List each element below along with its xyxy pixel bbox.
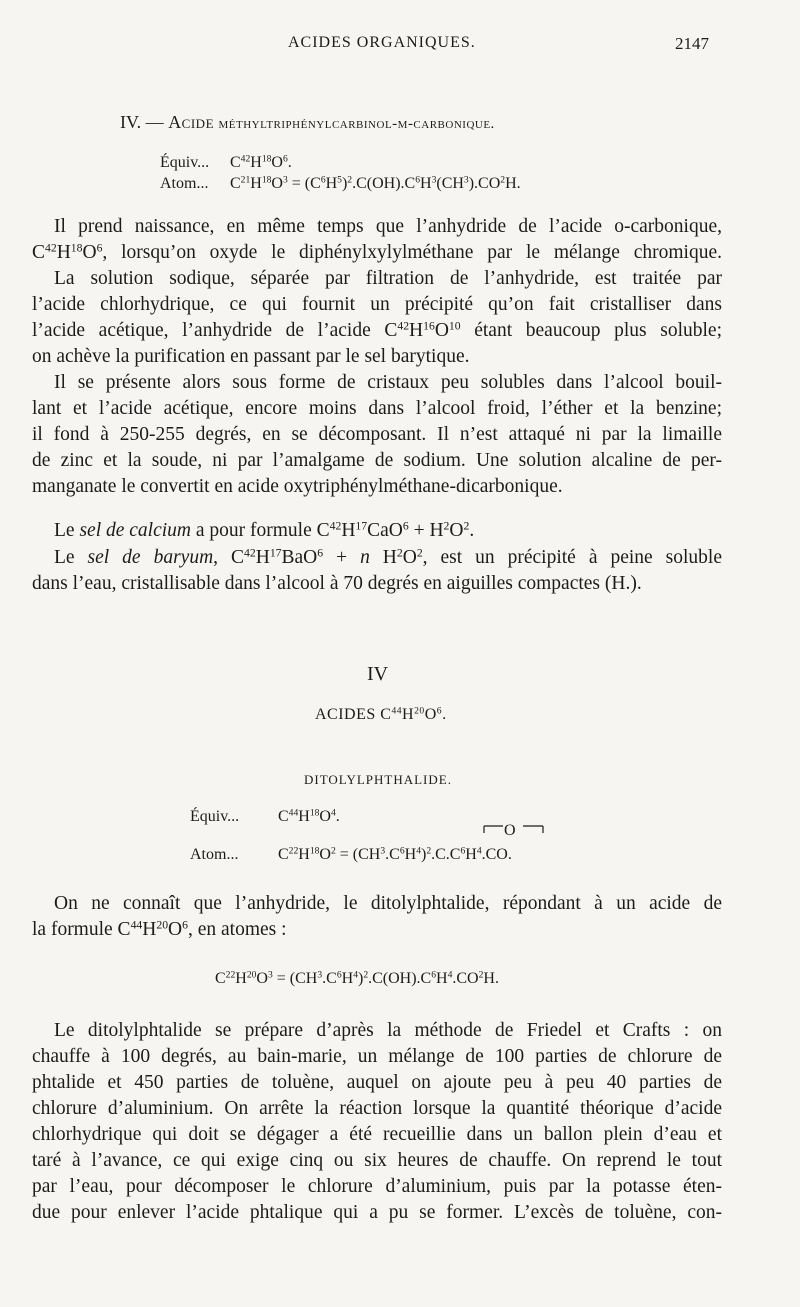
formula-equiv: Équiv... $C^{42}H^{18}O^6$. [160,153,292,171]
paragraph-line: Il prend naissance, en même temps que l’anhydride de l’acide o-carbonique, [54,216,722,237]
bracket-oxygen: O [504,822,516,839]
formula-atoms: $C^{22}H^{20}O^3 = (CH^3.C^6H^4)^2.C(OH).C^6H^4.CO^2H$. [215,969,499,987]
paragraph-line: l’acide acétique, l’anhydride de l’acide $C^{42}H^{16}O^{10}$ étant beaucoup plus soluble; [32,319,722,341]
paragraph-line: chlorure d’aluminium. On arrête la réaction lorsque la quantité théorique d’acide [32,1098,722,1119]
paragraph-line: l’acide chlorhydrique, ce qui fournit un précipité qu’on fait cristalliser dans [32,294,722,315]
formula-atom: Atom... $C^{21}H^{18}O^3 = (C^6H^5)^2.C(OH).C^6H^3(CH^3).CO^2H$. [160,174,521,192]
page-number: 2147 [675,34,709,53]
formula-atom: Atom... $C^{22}H^{18}O^2 = (CH^3.C^6H^4)^2.C.C^6H^4.CO$. [190,845,512,863]
paragraph-line: due pour enlever l’acide phtalique qui a pu se former. L’excès de toluène, con- [32,1202,722,1223]
paragraph-line: Le ditolylphtalide se prépare d’après la méthode de Friedel et Crafts : on [54,1020,722,1041]
paragraph-line: taré à l’avance, ce qui exige cinq ou six heures de chauffe. On reprend le tout [32,1150,722,1171]
paragraph-line: la formule $C^{44}H^{20}O^6$, en atomes : [32,918,287,940]
paragraph-line: La solution sodique, séparée par filtration de l’anhydride, est traitée par [54,268,722,289]
paragraph-line: Il se présente alors sous forme de cristaux peu solubles dans l’alcool bouil- [54,372,722,393]
paragraph-line: il fond à 250-255 degrés, en se décomposant. Il n’est attaqué ni par la limaille [32,424,722,445]
paragraph-line: de zinc et la soude, ni par l’amalgame de sodium. Une solution alcaline de per- [32,450,722,471]
compound-heading: DITOLYLPHTHALIDE. [304,772,452,787]
paragraph-line: Le sel de baryum, $C^{42}H^{17}BaO^6 + n$ $H^2O^2$, est un précipité à peine soluble [54,546,722,568]
paragraph-line: manganate le convertit en acide oxytriphénylméthane-dicarbonique. [32,476,563,497]
paragraph-line: dans l’eau, cristallisable dans l’alcool à 70 degrés en aiguilles compactes (H.). [32,573,642,594]
running-title: ACIDES ORGANIQUES. [288,34,476,51]
formula-equiv: Équiv... $C^{44}H^{18}O^4$. [190,807,340,825]
paragraph-line: chlorhydrique qui doit se dégager a été recueillie dans un ballon plein d’eau et [32,1124,722,1145]
running-header [0,34,800,56]
paragraph-line: Le sel de calcium a pour formule $C^{42}H^{17}CaO^6 + H^2O^2$. [54,519,475,541]
paragraph-line: On ne connaît que l’anhydride, le ditolylphtalide, répondant à un acide de [54,893,722,914]
paragraph-line: phtalide et 450 parties de toluène, auquel on ajoute peu à peu 40 parties de [32,1072,722,1093]
section-heading: IV. — Acide méthyltriphénylcarbinol-m-carbonique. [120,112,495,132]
section-numeral: IV [367,663,389,685]
section-title: ACIDES $C^{44}H^{20}O^6$. [315,705,447,723]
paragraph-line: on achève la purification en passant par le sel barytique. [32,346,470,367]
paragraph-line: chauffe à 100 degrés, au bain-marie, un mélange de 100 parties de chlorure de [32,1046,722,1067]
paragraph-line: $C^{42}H^{18}O^6$, lorsqu’on oxyde le diphénylxylylméthane par le mélange chromique. [32,241,722,263]
paragraph-line: par l’eau, pour décomposer le chlorure d’aluminium, puis par la potasse éten- [32,1176,722,1197]
paragraph-line: lant et l’acide acétique, encore moins dans l’alcool froid, l’éther et la benzine; [32,398,722,419]
